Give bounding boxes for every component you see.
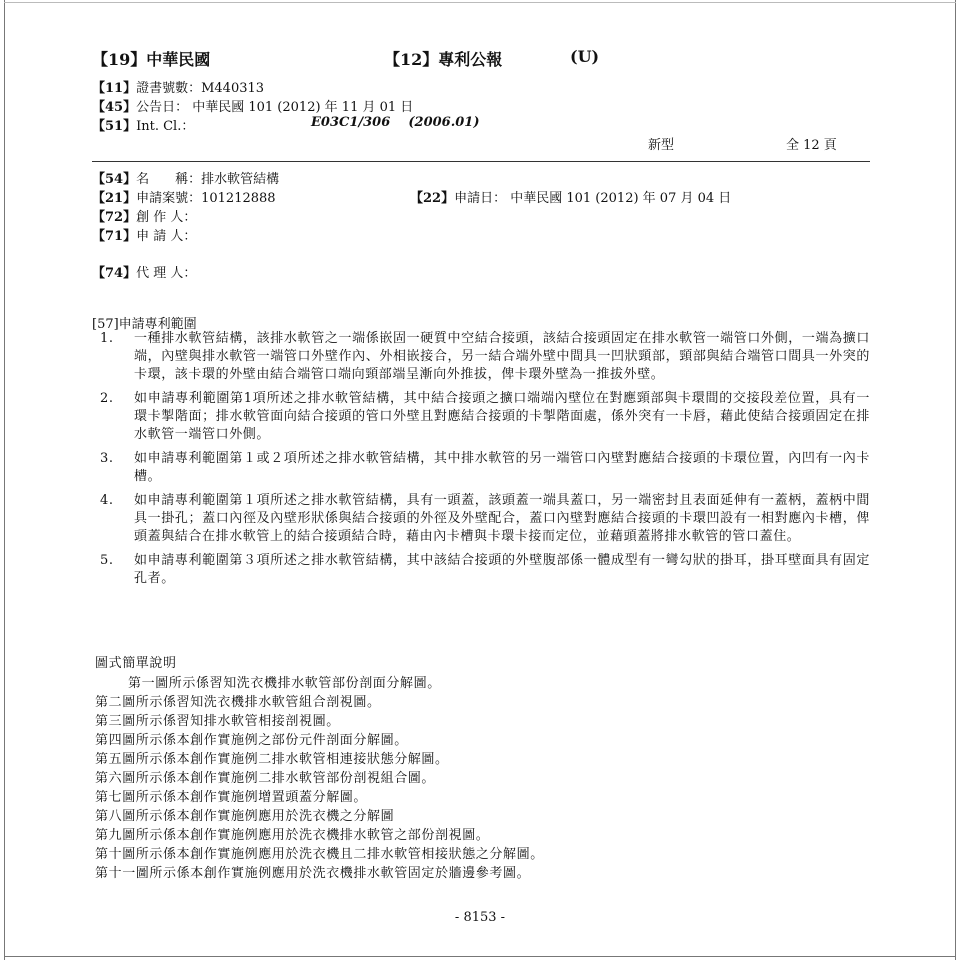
claim-item bbox=[100, 450, 870, 486]
claim-number: 5. bbox=[100, 553, 114, 568]
agent-line bbox=[92, 262, 196, 281]
figure-description: 第九圖所示係本創作實施例應用於洗衣機排水軟管之部份剖視圖。 bbox=[95, 828, 490, 843]
claim-item bbox=[100, 552, 870, 588]
field-code: 【51】 bbox=[92, 119, 137, 134]
field-label: 名 稱： bbox=[136, 172, 202, 187]
claim-item bbox=[100, 330, 870, 384]
filing-date-line bbox=[410, 187, 731, 206]
doc-kind: (U) bbox=[570, 47, 600, 66]
application-number-line bbox=[92, 187, 276, 206]
utility-model-title: 排水軟管結構 bbox=[201, 172, 280, 187]
page-border-right bbox=[955, 0, 956, 960]
certificate-number-line bbox=[92, 77, 264, 96]
figure-description: 第五圖所示係本創作實施例二排水軟管相連接狀態分解圖。 bbox=[95, 752, 449, 767]
claim-text: 如申請專利範圍第１或２項所述之排水軟管結構，其中排水軟管的另一端管口內壁對應結合接頭的卡環位置，內凹有一內卡槽。 bbox=[134, 451, 870, 484]
int-cl-line bbox=[92, 115, 194, 134]
claims-heading: [57]申請專利範圍 bbox=[92, 317, 197, 332]
claim-text: 如申請專利範圍第１項所述之排水軟管結構，具有一頭蓋，該頭蓋一端具蓋口，另一端密封且表面延伸有一蓋柄，蓋柄中間具一掛孔；蓋口內徑及內壁形狀係與結合接頭的外徑及外壁配合，蓋口內壁對應結合接頭的卡環凹設有一相對應內卡槽，俾頭蓋與結合在排水軟管上的結合接頭結合時，藉由內卡槽與卡環卡接而定位，並藉頭蓋將排水軟管的管口蓋住。 bbox=[134, 493, 870, 544]
figure-description: 第四圖所示係本創作實施例之部份元件剖面分解圖。 bbox=[95, 733, 408, 748]
country-name: 中華民國 bbox=[146, 50, 211, 69]
field-code: 【21】 bbox=[92, 191, 137, 206]
figure-description: 第七圖所示係本創作實施例增置頭蓋分解圖。 bbox=[95, 790, 368, 805]
field-label: 代 理 人： bbox=[136, 266, 197, 281]
doc-type: 專利公報 bbox=[438, 50, 503, 69]
figure-description: 第二圖所示係習知洗衣機排水軟管組合剖視圖。 bbox=[95, 695, 381, 710]
field-text: 公告日： 中華民國 101 (2012) 年 11 月 01 日 bbox=[136, 100, 414, 115]
field-code: 【54】 bbox=[92, 172, 137, 187]
country-header bbox=[92, 47, 210, 70]
field-code: 【22】 bbox=[410, 191, 455, 206]
field-text: 證書號數：M440313 bbox=[136, 81, 265, 96]
page-border-top bbox=[4, 2, 956, 3]
figures-heading: 圖式簡單說明 bbox=[95, 656, 177, 671]
claim-text: 如申請專利範圍第1項所述之排水軟管結構，其中結合接頭之擴口端端內壁位在對應頸部與卡環間的交接段差位置，具有一環卡掣階面；排水軟管面向結合接頭的管口外壁且對應結合接頭的卡掣階面處，係外突有一卡唇，藉此使結合接頭固定在排水軟管一端管口外側。 bbox=[134, 391, 870, 442]
claim-item bbox=[100, 390, 870, 444]
figure-description: 第十圖所示係本創作實施例應用於洗衣機且二排水軟管相接狀態之分解圖。 bbox=[95, 847, 544, 862]
claim-item bbox=[100, 492, 870, 546]
field-code: 【74】 bbox=[92, 266, 137, 281]
field-code: 【72】 bbox=[92, 210, 137, 225]
title-line bbox=[92, 168, 279, 187]
figure-description: 第八圖所示係本創作實施例應用於洗衣機之分解圖 bbox=[95, 809, 395, 824]
total-pages: 全 12 頁 bbox=[786, 138, 837, 153]
field-label: 申 請 人： bbox=[136, 229, 197, 244]
field-label: 創 作 人： bbox=[136, 210, 197, 225]
claim-text: 如申請專利範圍第３項所述之排水軟管結構，其中該結合接頭的外壁腹部係一體成型有一彎勾狀的掛耳，掛耳壁面具有固定孔者。 bbox=[134, 553, 870, 586]
applicant-line bbox=[92, 225, 196, 244]
doc-type-code: 【12】 bbox=[384, 50, 439, 69]
figure-description: 第一圖所示係習知洗衣機排水軟管部份剖面分解圖。 bbox=[128, 676, 441, 691]
claim-text: 一種排水軟管結構，該排水軟管之一端係嵌固一硬質中空結合接頭，該結合接頭固定在排水軟管一端管口外側，一端為擴口端，內壁與排水軟管一端管口外壁作內、外相嵌接合，另一結合端外壁中間具一凹狀頸部，頸部與結合端管口間具一外突的卡環，該卡環的外壁由結合端管口端向頸部端呈漸向外推拔，俾卡環外壁為一推拔外壁。 bbox=[134, 331, 870, 382]
doc-type-header bbox=[384, 47, 502, 70]
figure-description: 第十一圖所示係本創作實施例應用於洗衣機排水軟管固定於牆邊參考圖。 bbox=[95, 866, 531, 881]
claims-list bbox=[100, 330, 870, 594]
creator-line bbox=[92, 206, 196, 225]
figure-descriptions bbox=[95, 654, 875, 883]
claim-number: 1. bbox=[100, 331, 114, 346]
publication-date-line bbox=[92, 96, 413, 115]
field-code: 【45】 bbox=[92, 100, 137, 115]
page-border-left bbox=[4, 0, 5, 960]
field-text: 申請日： 中華民國 101 (2012) 年 07 月 04 日 bbox=[454, 191, 732, 206]
page-number: - 8153 - bbox=[454, 910, 506, 925]
figure-description: 第三圖所示係習知排水軟管相接剖視圖。 bbox=[95, 714, 340, 729]
header-divider bbox=[92, 161, 870, 162]
country-code: 【19】 bbox=[92, 50, 147, 69]
patent-type: 新型 bbox=[648, 138, 675, 153]
field-label: 申請案號： bbox=[136, 191, 202, 206]
ipc-classification: E03C1/306 (2006.01) bbox=[311, 115, 480, 130]
claim-number: 4. bbox=[100, 493, 114, 508]
field-code: 【71】 bbox=[92, 229, 137, 244]
claim-number: 2. bbox=[100, 391, 114, 406]
field-text: Int. Cl.： bbox=[136, 119, 195, 134]
application-number: 101212888 bbox=[201, 191, 276, 206]
field-code: 【11】 bbox=[92, 81, 137, 96]
page-border-bottom bbox=[4, 956, 956, 957]
claim-number: 3. bbox=[100, 451, 114, 466]
figure-description: 第六圖所示係本創作實施例二排水軟管部份剖視組合圖。 bbox=[95, 771, 436, 786]
